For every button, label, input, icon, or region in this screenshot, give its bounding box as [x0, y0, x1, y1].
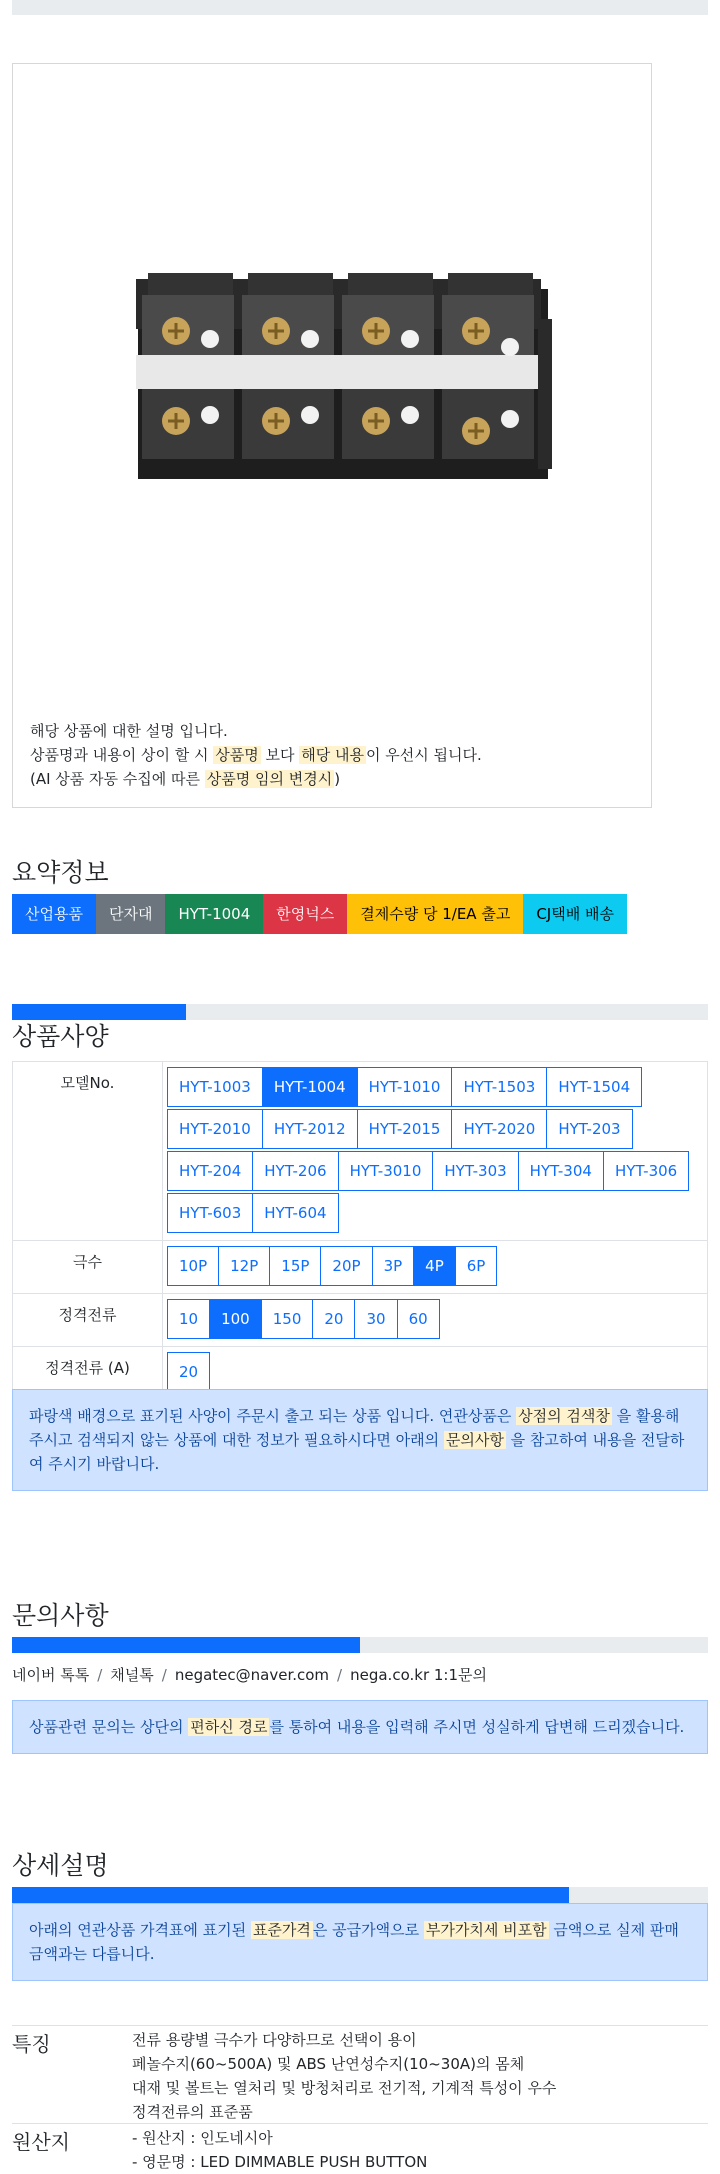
- spec-row-options: [163, 1294, 708, 1347]
- spec-option-button[interactable]: 4P: [413, 1246, 456, 1286]
- spec-table: [12, 1061, 708, 1400]
- origin-line: - 영문명 : LED DIMMABLE PUSH BUTTON: [132, 2153, 428, 2171]
- spec-row-options: [163, 1241, 708, 1294]
- spec-option-button[interactable]: 20: [167, 1352, 210, 1392]
- product-notice: [30, 719, 640, 791]
- inquiry-progress: [12, 1637, 708, 1653]
- spec-option-button[interactable]: 12P: [218, 1246, 270, 1286]
- spec-option-button[interactable]: 10: [167, 1299, 210, 1339]
- detail-alert: 아래의 연관상품 가격표에 표기된 표준가격 은 공급가액으로 부가가치세 비포함 금액으로 실제 판매금액과는 다릅니다.: [12, 1903, 708, 1981]
- spec-option-button[interactable]: HYT-603: [167, 1193, 253, 1233]
- features-list: [132, 2028, 556, 2124]
- spec-alert: 파랑색 배경으로 표기된 사양이 주문시 출고 되는 상품 입니다. 연관상품은 상점의 검색창 을 활용해 주시고 검색되지 않는 상품에 대한 정보가 필요하시다면 아래의 문의사항 을 참고하여 내용을 전달하여 주시기 바랍니다.: [12, 1389, 708, 1491]
- spec-option-button[interactable]: HYT-1503: [451, 1067, 547, 1107]
- feature-line: 전류 용량별 극수가 다양하므로 선택이 용이: [132, 2031, 417, 2049]
- detail-title: 상세설명: [12, 1851, 109, 1880]
- breadcrumb-separator: /: [161, 1666, 167, 1684]
- product-card: [12, 63, 652, 808]
- spec-option-button[interactable]: HYT-1004: [262, 1067, 358, 1107]
- spec-option-button[interactable]: 15P: [269, 1246, 321, 1286]
- spec-option-button[interactable]: HYT-2015: [357, 1109, 453, 1149]
- notice-line-2: 상품명과 내용이 상이 할 시 상품명 보다 해당 내용 이 우선시 됩니다.: [30, 746, 482, 764]
- option-group: [167, 1246, 703, 1288]
- spec-option-button[interactable]: HYT-2010: [167, 1109, 263, 1149]
- summary-badge: HYT-1004: [165, 894, 263, 934]
- spec-option-button[interactable]: HYT-2020: [451, 1109, 547, 1149]
- spec-option-button[interactable]: HYT-1003: [167, 1067, 263, 1107]
- features-title: 특징: [12, 2032, 51, 2056]
- spec-option-button[interactable]: HYT-2012: [262, 1109, 358, 1149]
- spec-row: [13, 1241, 708, 1294]
- option-group: [167, 1067, 703, 1235]
- feature-line: 정격전류의 표준품: [132, 2103, 253, 2121]
- summary-badge: 산업용품: [12, 894, 96, 934]
- notice-line-3: (AI 상품 자동 수집에 따른 상품명 임의 변경시 ): [30, 770, 341, 788]
- spec-option-button[interactable]: HYT-604: [252, 1193, 338, 1233]
- inquiry-progress-fill: [12, 1637, 360, 1653]
- inquiry-channel-link[interactable]: negatec@naver.com: [174, 1666, 330, 1684]
- feature-line: 대재 및 볼트는 열처리 및 방청처리로 전기적, 기계적 특성이 우수: [132, 2079, 557, 2097]
- feature-line: 페놀수지(60~500A) 및 ABS 난연성수지(10~30A)의 몸체: [132, 2055, 525, 2073]
- spec-option-button[interactable]: 3P: [372, 1246, 415, 1286]
- origin-line: - 원산지 : 인도네시아: [132, 2129, 273, 2147]
- spec-progress: [12, 1004, 708, 1020]
- spec-option-button[interactable]: HYT-306: [603, 1151, 689, 1191]
- spec-option-button[interactable]: HYT-3010: [338, 1151, 434, 1191]
- summary-badge: 한영넉스: [263, 894, 347, 934]
- spec-option-button[interactable]: HYT-204: [167, 1151, 253, 1191]
- spec-option-button[interactable]: HYT-206: [252, 1151, 338, 1191]
- spec-option-button[interactable]: 60: [397, 1299, 440, 1339]
- spec-option-button[interactable]: 150: [261, 1299, 314, 1339]
- summary-badge: CJ택배 배송: [523, 894, 627, 934]
- spec-option-button[interactable]: 20: [312, 1299, 355, 1339]
- inquiry-channels: [12, 1664, 487, 1685]
- spec-row: [13, 1294, 708, 1347]
- spec-option-button[interactable]: HYT-1010: [357, 1067, 453, 1107]
- spec-option-button[interactable]: 20P: [320, 1246, 372, 1286]
- spec-option-button[interactable]: HYT-1504: [546, 1067, 642, 1107]
- spec-option-button[interactable]: 6P: [455, 1246, 498, 1286]
- top-progress-bar: [12, 0, 708, 15]
- origin-title: 원산지: [12, 2130, 70, 2154]
- inquiry-title: 문의사항: [12, 1601, 109, 1630]
- detail-progress-fill: [12, 1887, 569, 1903]
- spec-option-button[interactable]: 30: [354, 1299, 397, 1339]
- product-image: [128, 259, 558, 489]
- breadcrumb-separator: /: [337, 1666, 343, 1684]
- spec-option-button[interactable]: 100: [209, 1299, 262, 1339]
- option-group: [167, 1299, 703, 1341]
- spec-option-button[interactable]: HYT-303: [432, 1151, 518, 1191]
- summary-badge: 단자대: [96, 894, 165, 934]
- spec-option-button[interactable]: 10P: [167, 1246, 219, 1286]
- origin-list: [132, 2126, 427, 2174]
- inquiry-channel-link[interactable]: 네이버 톡톡: [12, 1666, 90, 1684]
- summary-badge: 결제수량 당 1/EA 출고: [347, 894, 523, 934]
- inquiry-channel-link[interactable]: nega.co.kr 1:1문의: [350, 1666, 487, 1684]
- origin-section: [12, 2123, 708, 2171]
- inquiry-channel-link[interactable]: 채널톡: [110, 1666, 154, 1684]
- spec-option-button[interactable]: HYT-304: [518, 1151, 604, 1191]
- inquiry-alert: 상품관련 문의는 상단의 편하신 경로 를 통하여 내용을 입력해 주시면 성실하게 답변해 드리겠습니다.: [12, 1700, 708, 1754]
- summary-badges: [12, 894, 627, 934]
- summary-title: 요약정보: [12, 858, 109, 887]
- spec-option-button[interactable]: HYT-203: [546, 1109, 632, 1149]
- notice-line-1: 해당 상품에 대한 설명 입니다.: [30, 722, 228, 740]
- spec-row: [13, 1062, 708, 1241]
- spec-row-label: 극수: [13, 1241, 163, 1294]
- spec-row-label: 정격전류: [13, 1294, 163, 1347]
- spec-row-label: 모델No.: [13, 1062, 163, 1241]
- breadcrumb-separator: /: [97, 1666, 103, 1684]
- spec-row-label: 정격전류 (A): [13, 1347, 163, 1400]
- detail-progress: [12, 1887, 708, 1903]
- spec-row-options: [163, 1062, 708, 1241]
- option-group: [167, 1352, 703, 1394]
- spec-title: 상품사양: [12, 1022, 109, 1051]
- features-section: [12, 2025, 708, 2123]
